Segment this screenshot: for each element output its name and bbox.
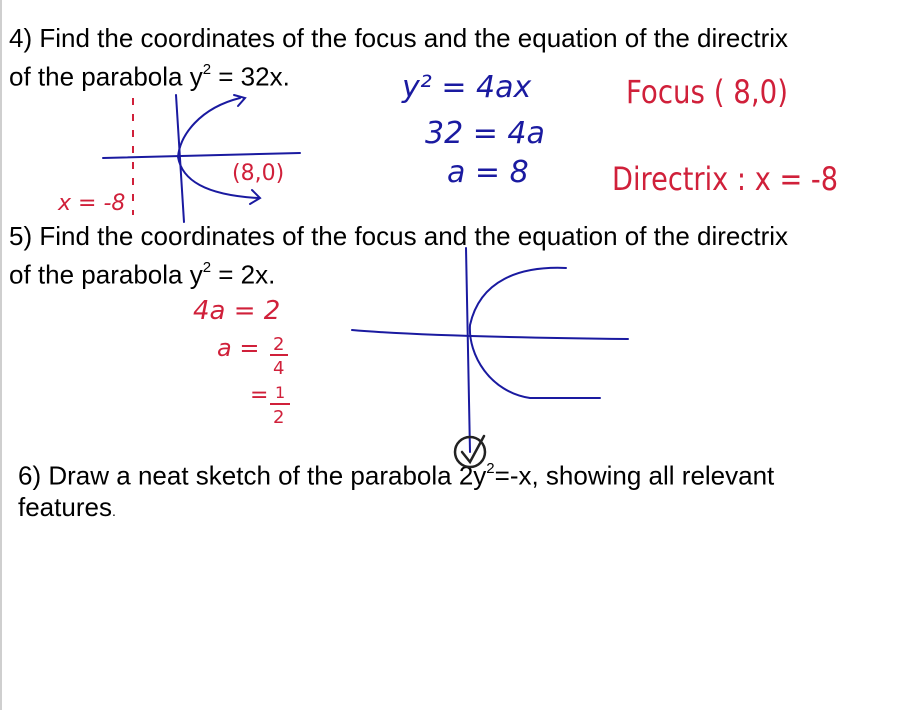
q5-sketch-x-axis (352, 330, 628, 339)
q4-directrix-answer: Directrix : x = -8 (612, 160, 838, 198)
q5-step-3-lhs: = (250, 383, 269, 408)
question-4-text-2: of the parabola y (9, 61, 203, 92)
q5-step-1: 4a = 2 (193, 296, 281, 326)
question-5-text-3: = 2x. (211, 259, 276, 290)
question-6-number: 6) (18, 460, 42, 491)
q4-sketch-arrow-top (234, 95, 245, 106)
q4-step-2: a = 8 (447, 155, 529, 190)
question-6-text: Draw a neat sketch of the parabola 2y (48, 460, 487, 491)
q5-step-2-lhs: a = (217, 334, 260, 362)
question-5-text-2: of the parabola y (9, 259, 203, 290)
question-5-text: Find the coordinates of the focus and the equation of the directrix (39, 221, 789, 251)
q4-sketch-y-axis (176, 95, 184, 222)
question-6-line-2: features. (18, 491, 116, 522)
q4-sketch-directrix-label: x = -8 (58, 191, 126, 216)
q5-sketch (352, 248, 628, 452)
question-4-number: 4) (9, 23, 33, 53)
q5-sketch-y-axis (466, 248, 470, 452)
q5-sketch-parabola (470, 268, 600, 398)
q4-focus-answer: Focus ( 8,0) (626, 73, 788, 111)
q4-sketch-x-axis (103, 153, 300, 158)
q4-sketch-focus-label: (8,0) (232, 161, 285, 186)
question-6-exponent: 2 (486, 460, 495, 477)
q5-step-3-denominator: 2 (273, 407, 285, 428)
question-6-text-2: =-x, showing all relevant (494, 460, 775, 491)
question-5-number: 5) (9, 221, 33, 251)
q4-step-1: 32 = 4a (425, 116, 545, 151)
question-4-text-3: = 32x. (211, 61, 290, 92)
question-4-exponent: 2 (202, 61, 212, 78)
question-4-text: Find the coordinates of the focus and the equation of the directrix (39, 23, 789, 53)
q5-step-3-numerator: 1 (275, 383, 286, 402)
q5-step-2-denominator: 4 (273, 358, 285, 379)
q4-standard-form: y² = 4ax (402, 70, 532, 105)
question-6-text-3: features (18, 491, 112, 522)
q5-step-2-numerator: 2 (273, 334, 285, 355)
question-5-exponent: 2 (202, 259, 212, 276)
